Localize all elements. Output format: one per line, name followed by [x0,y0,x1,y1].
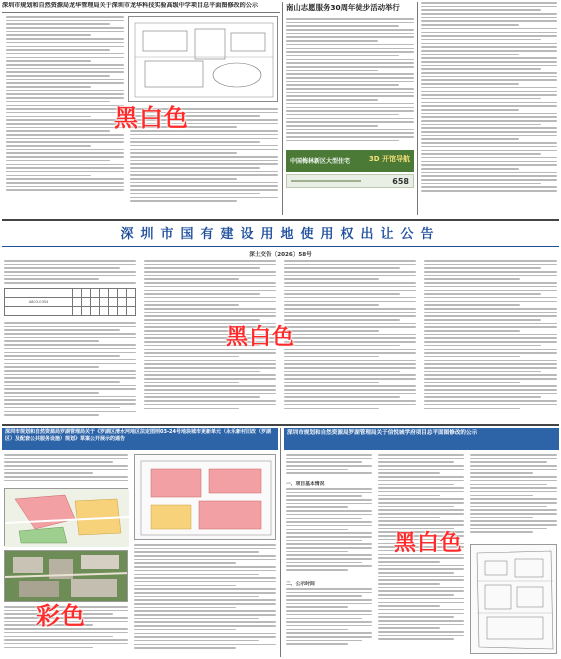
watermark-color: 彩色 [36,602,86,630]
top-middle-article [286,2,414,217]
main-notice [2,222,559,422]
main-notice-ref: 深土交告〔2026〕58号 [249,252,312,258]
section-one-heading: 一、项目基本情况 [286,482,325,487]
ad-line2: 3D 开馆导航 [368,155,410,163]
watermark-top: 黑白色 [114,104,189,132]
top-left-notice-title: 深圳市规划和自然资源局龙华管理局关于深圳市龙华科技实验高级中学项目总平面图修改的公示 [2,2,258,9]
ad-banner [286,150,414,172]
bottom-right-notice [284,428,559,657]
parcel-number: A803-0354 [5,298,73,307]
land-parcel-table [4,288,136,316]
planning-map [4,488,128,546]
bottom-right-notice-title: 深圳市规划和自然资源局罗湖管理局关于信悦城学府项目总平面图修改的公示 [287,430,478,436]
bottom-left-notice [2,428,278,657]
bottom-left-notice-title: 深圳市规划和自然资源局罗湖管理局关于《罗湖区清水河地区法定图则03-24号地块城市更新单元（永乐新村旧改（罗湖区）及配套公共服务设施）规划》草案公开展示的通告 [5,429,271,442]
top-middle-article-title: 南山志愿服务30周年徒步活动举行 [286,3,400,12]
ad-number: 658 [392,177,409,186]
aerial-photo [4,550,128,602]
top-left-notice [2,2,280,217]
watermark-middle: 黑白色 [226,325,296,350]
bottom-right-header [284,428,559,450]
watermark-right: 黑白色 [394,531,464,556]
bottom-left-header [2,428,278,450]
top-left-text-column [6,16,124,212]
top-left-site-plan [128,16,278,102]
bottom-right-site-plan [470,544,557,654]
top-right-column [421,2,557,215]
ad-strip [286,174,414,188]
main-notice-title: 深圳市国有建设用地使用权出让公告 [120,227,441,242]
section-two-heading: 二、公示时间 [286,582,315,587]
layout-plan [134,454,276,540]
ad-line1: 中国梅林新区大型住宅 [290,158,351,165]
